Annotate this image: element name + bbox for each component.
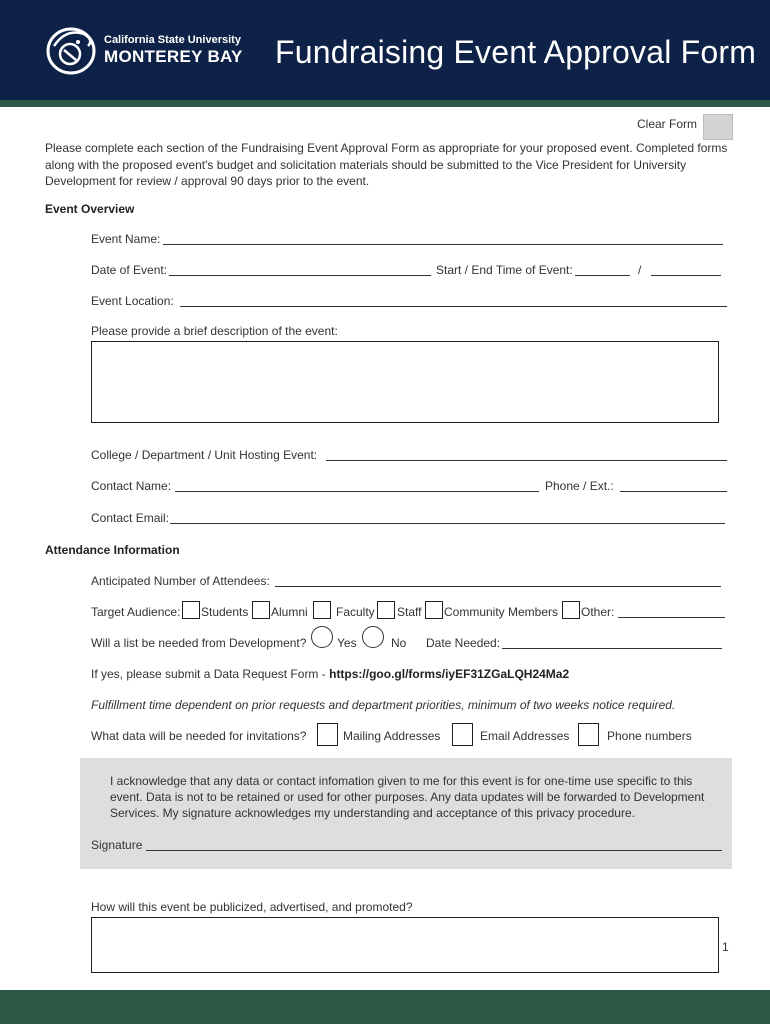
other-field[interactable] xyxy=(618,606,725,618)
time-separator: / xyxy=(638,263,642,277)
alumni-label: Alumni xyxy=(271,605,308,619)
event-overview-heading: Event Overview xyxy=(45,202,135,216)
signature-label: Signature xyxy=(91,838,143,852)
list-needed-label: Will a list be needed from Development? xyxy=(91,636,307,650)
clear-form-button[interactable] xyxy=(703,114,733,140)
date-needed-label: Date Needed: xyxy=(426,636,501,650)
date-of-event-label: Date of Event: xyxy=(91,263,168,277)
yes-radio[interactable] xyxy=(311,626,333,648)
fulfillment-note: Fulfillment time dependent on prior requests and department priorities, minimum of two weeks notice required. xyxy=(91,698,676,712)
faculty-label: Faculty xyxy=(336,605,375,619)
contact-email-field[interactable] xyxy=(170,512,725,524)
hosting-unit-field[interactable] xyxy=(326,449,727,461)
event-location-label: Event Location: xyxy=(91,294,174,308)
event-name-label: Event Name: xyxy=(91,232,161,246)
contact-name-label: Contact Name: xyxy=(91,479,172,493)
event-description-label: Please provide a brief description of the event: xyxy=(91,324,338,338)
students-checkbox[interactable] xyxy=(182,601,200,619)
email-addresses-checkbox[interactable] xyxy=(452,723,473,746)
yes-label: Yes xyxy=(337,636,357,650)
data-needed-label: What data will be needed for invitations? xyxy=(91,729,307,743)
contact-email-label: Contact Email: xyxy=(91,511,170,525)
mailing-addresses-label: Mailing Addresses xyxy=(343,729,441,743)
start-time-field[interactable] xyxy=(575,264,630,276)
other-checkbox[interactable] xyxy=(562,601,580,619)
end-time-field[interactable] xyxy=(651,264,721,276)
publicity-label: How will this event be publicized, advertised, and promoted? xyxy=(91,900,413,914)
otter-seal-icon xyxy=(44,24,100,80)
hosting-unit-label: College / Department / Unit Hosting Event: xyxy=(91,448,318,462)
staff-label: Staff xyxy=(397,605,422,619)
event-name-field[interactable] xyxy=(163,233,723,245)
community-members-label: Community Members xyxy=(444,605,559,619)
other-label: Other: xyxy=(581,605,615,619)
target-audience-label: Target Audience: xyxy=(91,605,181,619)
email-addresses-label: Email Addresses xyxy=(480,729,570,743)
logo-line-2: MONTEREY BAY xyxy=(104,47,243,66)
no-radio[interactable] xyxy=(362,626,384,648)
event-location-field[interactable] xyxy=(180,295,727,307)
contact-name-field[interactable] xyxy=(175,480,539,492)
start-end-time-label: Start / End Time of Event: xyxy=(436,263,573,277)
publicity-textarea[interactable] xyxy=(91,917,719,973)
students-label: Students xyxy=(201,605,249,619)
alumni-checkbox[interactable] xyxy=(252,601,270,619)
clear-form-label: Clear Form xyxy=(637,117,698,131)
date-of-event-field[interactable] xyxy=(169,264,431,276)
phone-ext-label: Phone / Ext.: xyxy=(545,479,614,493)
header-stripe xyxy=(0,100,770,107)
staff-checkbox[interactable] xyxy=(377,601,395,619)
logo-line-1: California State University xyxy=(104,34,241,46)
faculty-checkbox[interactable] xyxy=(313,601,331,619)
signature-field[interactable] xyxy=(146,839,722,851)
attendance-heading: Attendance Information xyxy=(45,543,180,557)
page-number: 1 xyxy=(722,940,729,954)
date-needed-field[interactable] xyxy=(502,637,722,649)
no-label: No xyxy=(391,636,407,650)
footer-bar xyxy=(0,990,770,1024)
data-request-text: If yes, please submit a Data Request Form - xyxy=(91,667,330,681)
anticipated-attendees-label: Anticipated Number of Attendees: xyxy=(91,574,270,588)
acknowledgment-text: I acknowledge that any data or contact infomation given to me for this event is for one-time use specific to this event. Data is not to be retained or used for other purposes. Any data updates will be forwarded to Development Services. My signature acknowledges my understanding and acceptance of this privacy procedure. xyxy=(110,774,705,820)
phone-ext-field[interactable] xyxy=(620,480,727,492)
community-members-checkbox[interactable] xyxy=(425,601,443,619)
data-request-line xyxy=(91,667,569,681)
phone-numbers-label: Phone numbers xyxy=(607,729,692,743)
phone-numbers-checkbox[interactable] xyxy=(578,723,599,746)
anticipated-attendees-field[interactable] xyxy=(275,575,721,587)
event-description-textarea[interactable] xyxy=(91,341,719,423)
intro-paragraph: Please complete each section of the Fundraising Event Approval Form as appropriate for your proposed event. Completed forms along with the proposed event's budget and solicitation materials should be submitted to the Vice President for University Development for review / approval 90 days prior to the event. xyxy=(45,141,728,188)
mailing-addresses-checkbox[interactable] xyxy=(317,723,338,746)
university-logo xyxy=(44,24,244,80)
form-title: Fundraising Event Approval Form xyxy=(275,34,757,70)
data-request-link[interactable]: https://goo.gl/forms/iyEF31ZGaLQH24Ma2 xyxy=(329,667,570,681)
